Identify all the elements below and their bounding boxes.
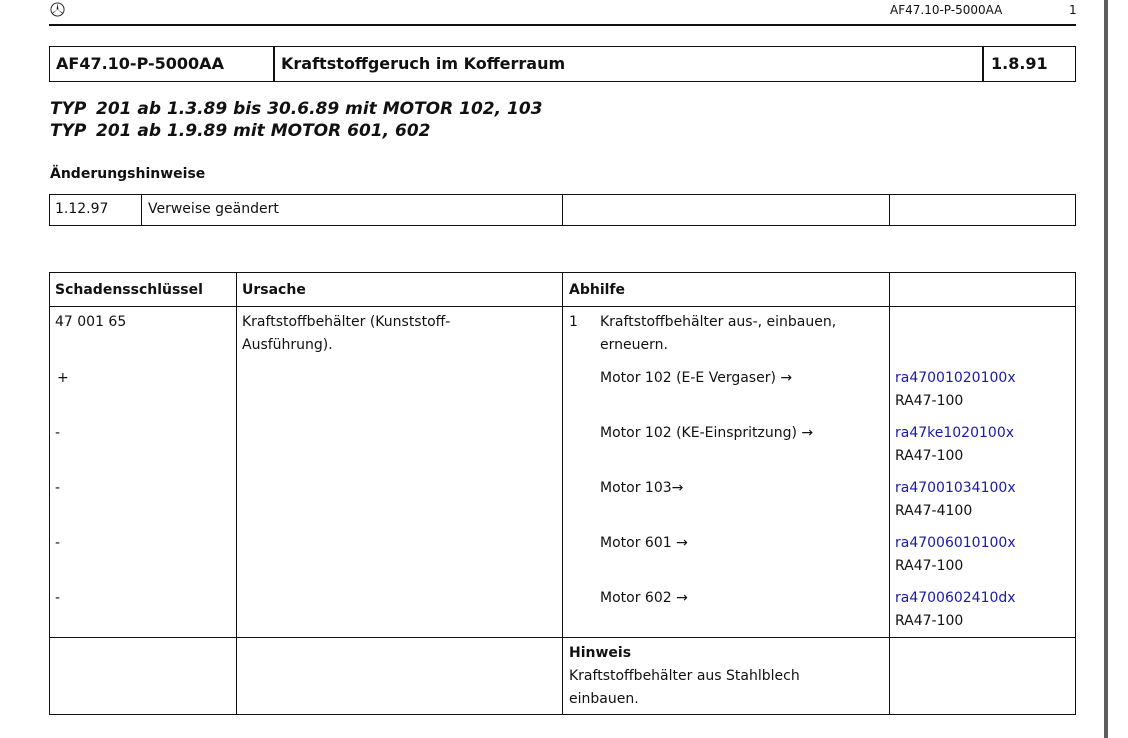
brand-star-icon <box>50 2 65 17</box>
row-marker: - <box>55 480 61 496</box>
row-marker: - <box>55 590 61 606</box>
header-rule <box>49 24 1076 26</box>
table-col-divider <box>236 272 237 715</box>
table-header-rule <box>49 306 1076 307</box>
typ-key: TYP <box>50 121 87 141</box>
col-header-abhilfe: Abhilfe <box>569 282 626 298</box>
table-hinweis-rule <box>49 637 1076 638</box>
col-header-schluessel: Schadensschlüssel <box>55 282 203 298</box>
row-marker: - <box>55 425 61 441</box>
row-ra-code: RA47-100 <box>895 448 964 464</box>
step-line: Kraftstoffbehälter aus-, einbauen, <box>600 314 837 330</box>
cause-line: Ausführung). <box>242 337 333 353</box>
typ-key: TYP <box>50 99 87 119</box>
aenderung-text: Verweise geändert <box>148 201 279 217</box>
row-ra-code: RA47-100 <box>895 393 964 409</box>
hinweis-heading: Hinweis <box>569 645 632 661</box>
row-reference-link[interactable]: ra47001020100x <box>895 370 1016 386</box>
row-ra-code: RA47-4100 <box>895 503 973 519</box>
hinweis-line: einbauen. <box>569 691 639 707</box>
aenderung-heading: Änderungshinweise <box>50 166 206 182</box>
row-marker: + <box>57 370 69 386</box>
typ-text: 201 ab 1.3.89 bis 30.6.89 mit MOTOR 102, 103 <box>96 99 543 119</box>
step-line: erneuern. <box>600 337 668 353</box>
header-doc-id: AF47.10-P-5000AA <box>890 3 1003 17</box>
page-title: Kraftstoffgeruch im Kofferraum <box>281 54 566 73</box>
table-col-divider <box>889 272 890 715</box>
typ-line-1 <box>50 99 542 119</box>
row-motor: Motor 102 (E-E Vergaser) → <box>600 370 793 386</box>
title-doc-id: AF47.10-P-5000AA <box>56 54 224 73</box>
row-ra-code: RA47-100 <box>895 613 964 629</box>
table-col-divider <box>562 272 563 715</box>
row-reference-link[interactable]: ra47ke1020100x <box>895 425 1015 441</box>
row-ra-code: RA47-100 <box>895 558 964 574</box>
page-margin <box>1108 0 1128 738</box>
step-number: 1 <box>569 314 578 330</box>
row-motor: Motor 103→ <box>600 480 684 496</box>
cause-line: Kraftstoffbehälter (Kunststoff- <box>242 314 451 330</box>
row-motor: Motor 602 → <box>600 590 688 606</box>
title-box <box>49 46 1076 82</box>
aenderung-divider <box>562 194 563 226</box>
row-reference-link[interactable]: ra47006010100x <box>895 535 1016 551</box>
row-motor: Motor 102 (KE-Einspritzung) → <box>600 425 814 441</box>
title-divider <box>273 47 275 81</box>
row-motor: Motor 601 → <box>600 535 688 551</box>
row-reference-link[interactable]: ra47001034100x <box>895 480 1016 496</box>
hinweis-line: Kraftstoffbehälter aus Stahlblech <box>569 668 800 684</box>
page-number: 1 <box>1069 3 1077 17</box>
aenderung-divider <box>141 194 142 226</box>
row-marker: - <box>55 535 61 551</box>
damage-code: 47 001 65 <box>55 314 127 330</box>
col-header-ursache: Ursache <box>242 282 306 298</box>
aenderung-date: 1.12.97 <box>55 201 109 217</box>
row-reference-link[interactable]: ra4700602410dx <box>895 590 1016 606</box>
page-header <box>0 0 1104 26</box>
aenderung-divider <box>889 194 890 226</box>
title-date: 1.8.91 <box>991 54 1048 73</box>
typ-line-2 <box>50 121 430 141</box>
typ-text: 201 ab 1.9.89 mit MOTOR 601, 602 <box>96 121 431 141</box>
title-divider <box>982 47 984 81</box>
